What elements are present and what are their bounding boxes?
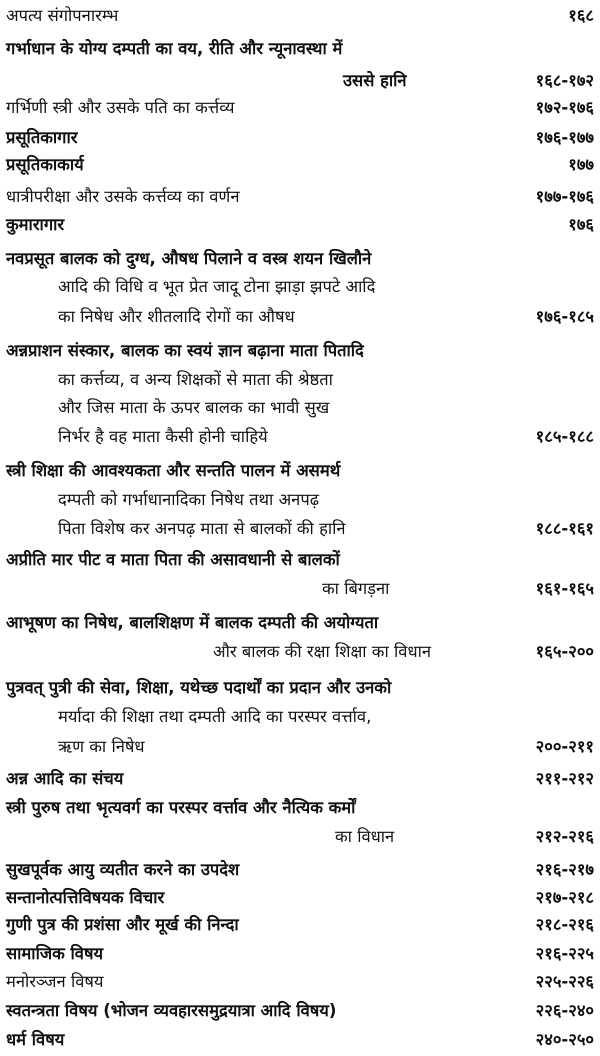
- toc-entry-title-line: पुत्रवत् पुत्री की सेवा, शिक्षा, यथेच्छ पदार्थों का प्रदान और उनको: [6, 678, 392, 697]
- toc-page-number: १७७-१७६: [535, 187, 594, 206]
- toc-entry-title-line: कुमारागार: [6, 215, 65, 234]
- toc-page-number: २११-२१२: [535, 769, 594, 788]
- toc-entry-title-line: गुणी पुत्र की प्रशंसा और मूर्ख की निन्दा: [6, 915, 239, 934]
- toc-entry-title-line: का कर्त्तव्य, व अन्य शिक्षकों से माता की श्रेष्ठता: [58, 370, 333, 389]
- toc-entry-title-line: और जिस माता के ऊपर बालक का भावी सुख: [58, 398, 330, 417]
- toc-entry-title-line: सन्तानोत्पत्तिविषयक विचार: [6, 888, 165, 907]
- toc-entry-title-line: का विधान: [335, 827, 395, 846]
- toc-entry-title-line: दम्पती को गर्भाधानादिका निषेध तथा अनपढ़: [58, 490, 320, 509]
- toc-entry-title-line: धात्रीपरीक्षा और उसके कर्त्तव्य का वर्णन: [6, 187, 240, 206]
- toc-page-number: १८५-१८८: [535, 427, 594, 446]
- toc-page-number: २१७-२१८: [535, 888, 594, 907]
- toc-entry-title-line: प्रसूतिकागार: [6, 128, 78, 147]
- toc-entry-title-line: आभूषण का निषेध, बालशिक्षण में बालक दम्पती की अयोग्यता: [6, 613, 379, 632]
- toc-page-number: २००-२११: [535, 737, 594, 756]
- toc-entry-title-line: उससे हानि: [343, 71, 407, 90]
- toc-entry-title-line: स्वतन्त्रता विषय (भोजन व्यवहारसमुद्रयात्रा आदि विषय): [6, 1001, 337, 1020]
- toc-entry-title-line: और बालक की रक्षा शिक्षा का विधान: [213, 642, 432, 661]
- toc-page-number: १७६-१७७: [535, 128, 594, 147]
- toc-entry-title-line: अपत्य संगोपनारम्भ: [6, 6, 119, 25]
- toc-page-number: २१६-२१७: [535, 860, 594, 879]
- toc-entry-title-line: निर्भर है वह माता कैसी होनी चाहिये: [58, 427, 268, 446]
- toc-page-number: २१६-२२५: [535, 944, 594, 963]
- toc-page-number: २१८-२१६: [535, 915, 594, 934]
- toc-entry-title-line: सामाजिक विषय: [6, 944, 104, 963]
- toc-entry-title-line: नवप्रसूत बालक को दुग्ध, औषध पिलाने व वस्त्र शयन खिलौने: [6, 249, 372, 268]
- toc-entry-title-line: का बिगड़ना: [322, 579, 390, 598]
- toc-page-number: २१२-२१६: [535, 827, 594, 846]
- toc-page-number: १६१-१६५: [535, 579, 594, 598]
- toc-entry-title-line: अन्न आदि का संचय: [6, 769, 124, 788]
- toc-entry-title-line: धर्म विषय: [6, 1030, 65, 1049]
- toc-entry-title-line: ऋण का निषेध: [58, 737, 145, 756]
- toc-entry-title-line: मर्यादा की शिक्षा तथा दम्पती आदि का परस्पर वर्त्ताव,: [58, 707, 372, 726]
- toc-entry-title-line: मनोरञ्जन विषय: [6, 972, 104, 991]
- toc-page-number: २४०-२५०: [535, 1030, 594, 1049]
- toc-page-number: १७२-१७६: [535, 98, 594, 117]
- toc-page-number: १८८-१६१: [535, 519, 594, 538]
- toc-entry-title-line: स्त्री पुरुष तथा भृत्यवर्ग का परस्पर वर्त्ताव और नैत्यिक कर्मों: [6, 798, 356, 817]
- toc-entry-title-line: अन्नप्राशन संस्कार, बालक का स्वयं ज्ञान बढ़ाना माता पितादि: [6, 341, 364, 360]
- toc-page-number: १७६: [568, 215, 594, 234]
- toc-page-number: १६५-२००: [535, 642, 594, 661]
- toc-entry-title-line: गर्भिणी स्त्री और उसके पति का कर्त्तव्य: [6, 98, 235, 117]
- toc-page-number: १७७: [568, 155, 594, 174]
- toc-entry-title-line: गर्भाधान के योग्य दम्पती का वय, रीति और न्यूनावस्था में: [6, 39, 343, 58]
- toc-page-number: १६८-१७२: [535, 71, 594, 90]
- toc-entry-title-line: अप्रीति मार पीट व माता पिता की असावधानी से बालकों: [6, 550, 340, 569]
- toc-entry-title-line: सुखपूर्वक आयु व्यतीत करने का उपदेश: [6, 860, 240, 879]
- toc-entry-title-line: पिता विशेष कर अनपढ़ माता से बालकों की हानि: [58, 519, 346, 538]
- toc-entry-title-line: का निषेध और शीतलादि रोगों का औषध: [58, 307, 295, 326]
- toc-entry-title-line: प्रसूतिकाकार्य: [6, 155, 84, 174]
- toc-page-number: २२६-२४०: [535, 1001, 594, 1020]
- toc-entry-title-line: आदि की विधि व भूत प्रेत जादू टोना झाड़ा झपटे आदि: [58, 277, 376, 296]
- toc-entry-title-line: स्त्री शिक्षा की आवश्यकता और सन्तति पालन में असमर्थ: [6, 461, 341, 480]
- toc-page-number: १७६-१८५: [535, 307, 594, 326]
- toc-page-number: २२५-२२६: [535, 972, 594, 991]
- toc-page-number: १६८: [568, 6, 594, 25]
